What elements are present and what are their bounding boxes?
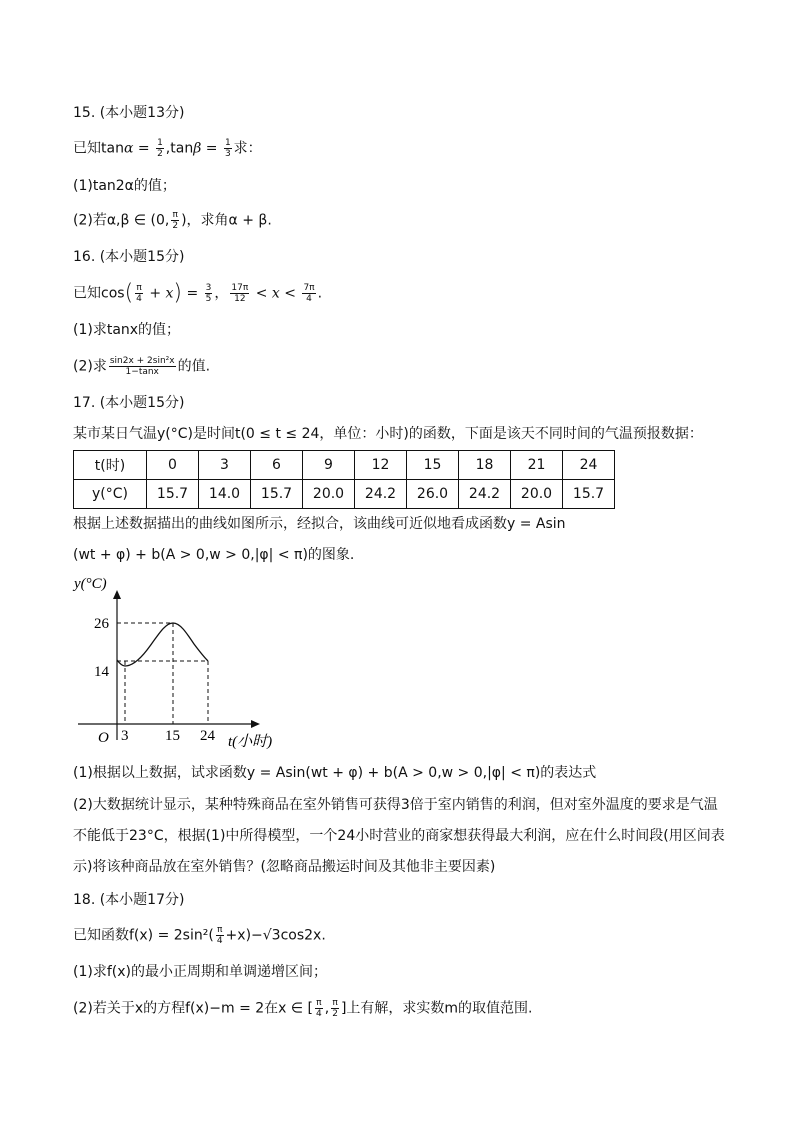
q15-intro	[73, 138, 262, 159]
text: +x)−√3cos2x.	[225, 927, 326, 944]
temperature-table	[73, 450, 615, 509]
q16-part2	[73, 356, 210, 377]
fraction	[171, 210, 179, 231]
fraction	[224, 138, 232, 159]
table-cell: 20.0	[511, 480, 563, 509]
table-row	[74, 451, 615, 480]
eq: =	[182, 285, 203, 302]
x-tick-label: 3	[121, 728, 129, 744]
num: 17π	[231, 283, 249, 293]
num: π	[216, 925, 223, 935]
table-cell: 15.7	[147, 480, 199, 509]
table-cell: 6	[251, 451, 303, 480]
text: (2)若α,β ∈ (0,	[73, 212, 170, 229]
y-tick-label: 26	[94, 616, 109, 632]
den: 4	[306, 294, 312, 304]
fraction	[156, 138, 164, 159]
fraction	[109, 356, 176, 377]
table-cell: 20.0	[303, 480, 355, 509]
den: 4	[216, 936, 223, 946]
q17-part2-line2: 不能低于23°C，根据(1)中所得模型，一个24小时营业的商家想获得最大利润，应在什么时间段(用区间表	[73, 828, 725, 844]
origin-label: O	[98, 730, 109, 746]
table-cell: 15.7	[251, 480, 303, 509]
comma: ，	[214, 285, 229, 302]
fraction	[230, 283, 249, 304]
num: π	[136, 283, 142, 293]
den: 5	[205, 294, 212, 304]
text: 已知函数f(x) = 2sin²(	[73, 927, 214, 944]
num: 3	[205, 283, 212, 293]
eq: =	[133, 140, 155, 157]
text: (2)若关于x的方程f(x)−m = 2在x ∈ [	[73, 1000, 314, 1017]
table-cell: 18	[459, 451, 511, 480]
table-cell: t(时)	[74, 451, 147, 480]
q15-header: 15. (本小题13分)	[73, 105, 185, 121]
text: ]上有解，求实数m的取值范围.	[340, 1000, 533, 1017]
table-cell: 9	[303, 451, 355, 480]
table-cell: 0	[147, 451, 199, 480]
den: 4	[136, 294, 142, 304]
den: 1−tanx	[125, 367, 159, 377]
text: 已知cos	[73, 285, 125, 302]
temperature-curve	[117, 623, 208, 666]
ineq: < x <	[251, 285, 301, 302]
den: 2	[172, 221, 179, 231]
table-cell: 24	[563, 451, 615, 480]
den: 2	[332, 1009, 338, 1019]
q15-part1: (1)tan2α的值；	[73, 178, 176, 194]
q17-header: 17. (本小题15分)	[73, 395, 185, 411]
table-cell: 26.0	[407, 480, 459, 509]
table-row	[74, 480, 615, 509]
q17-part2-line3: 示)将该种商品放在室外销售？(忽略商品搬运时间及其他非主要因素)	[73, 859, 496, 875]
x-axis-label: t(小时)	[228, 734, 273, 750]
temperature-graph	[60, 570, 300, 755]
fraction	[315, 998, 323, 1019]
q17-desc1: 根据上述数据描出的曲线如图所示，经拟合，该曲线可近似地看成函数y = Asin	[73, 516, 566, 532]
fraction	[216, 925, 224, 946]
q16-part1: (1)求tanx的值；	[73, 322, 181, 338]
text: 已知tan	[73, 140, 124, 157]
alpha: α	[123, 140, 134, 157]
text: (2)求	[73, 358, 107, 375]
eq: =	[201, 140, 222, 157]
q15-part2	[73, 210, 272, 231]
text: 求：	[233, 140, 262, 157]
num: 7π	[303, 283, 315, 293]
fraction	[331, 998, 339, 1019]
den: 2	[157, 149, 163, 159]
paren-close: )	[173, 280, 183, 306]
table-cell: 12	[355, 451, 407, 480]
table-cell: 15	[407, 451, 459, 480]
den: 4	[316, 1009, 322, 1019]
table-cell: y(°C)	[74, 480, 147, 509]
num: 1	[157, 138, 163, 148]
text: )，求角α + β.	[181, 212, 272, 229]
q17-desc2: (wt + φ) + b(A > 0,w > 0,|φ| < π)的图象.	[73, 547, 355, 563]
num: π	[172, 210, 178, 220]
fraction	[135, 283, 143, 304]
x-axis-arrow	[251, 720, 260, 728]
q18-part2: (2)若关于x的方程f(x)−m = 2在x ∈ [ $\frac{\pi}{4}$ , $\frac{\pi}{2}$ ]上有解，求实数m的取值范围.	[73, 998, 533, 1019]
num: π	[332, 998, 338, 1008]
fraction	[302, 283, 315, 304]
den: 3	[224, 149, 231, 159]
num: sin2x + 2sin²x	[109, 356, 175, 366]
beta: β	[193, 140, 202, 157]
num: 1	[224, 138, 231, 148]
table-cell: 21	[511, 451, 563, 480]
y-axis-label: y(°C)	[74, 576, 107, 592]
text: ,tan	[165, 140, 194, 157]
table-cell: 3	[199, 451, 251, 480]
y-tick-label: 14	[94, 664, 109, 680]
num: π	[316, 998, 322, 1008]
text: 的值.	[177, 358, 211, 375]
q18-intro	[73, 925, 326, 946]
x-tick-label: 15	[165, 728, 180, 744]
paren-open: (	[124, 280, 134, 306]
table-cell: 15.7	[563, 480, 615, 509]
q18-part1: (1)求f(x)的最小正周期和单调递增区间；	[73, 964, 327, 980]
fraction	[205, 283, 213, 304]
table-cell: 24.2	[355, 480, 407, 509]
plus-x: + x	[144, 285, 174, 302]
q16-header: 16. (本小题15分)	[73, 249, 185, 265]
table-cell: 24.2	[459, 480, 511, 509]
q17-part2-line1: (2)大数据统计显示，某种特殊商品在室外销售可获得3倍于室内销售的利润，但对室外温度的要求是气温	[73, 797, 718, 813]
table-cell: 14.0	[199, 480, 251, 509]
x-tick-label: 24	[200, 728, 215, 744]
q18-header: 18. (本小题17分)	[73, 892, 185, 908]
den: 12	[234, 294, 246, 304]
q16-intro	[73, 280, 323, 306]
period: .	[317, 285, 323, 302]
y-axis-arrow	[113, 590, 121, 599]
q17-intro: 某市某日气温y(°C)是时间t(0 ≤ t ≤ 24，单位：小时)的函数，下面是该天不同时间的气温预报数据：	[73, 426, 703, 442]
q17-part1: (1)根据以上数据，试求函数y = Asin(wt + φ) + b(A > 0,w > 0,|φ| < π)的表达式	[73, 765, 597, 781]
